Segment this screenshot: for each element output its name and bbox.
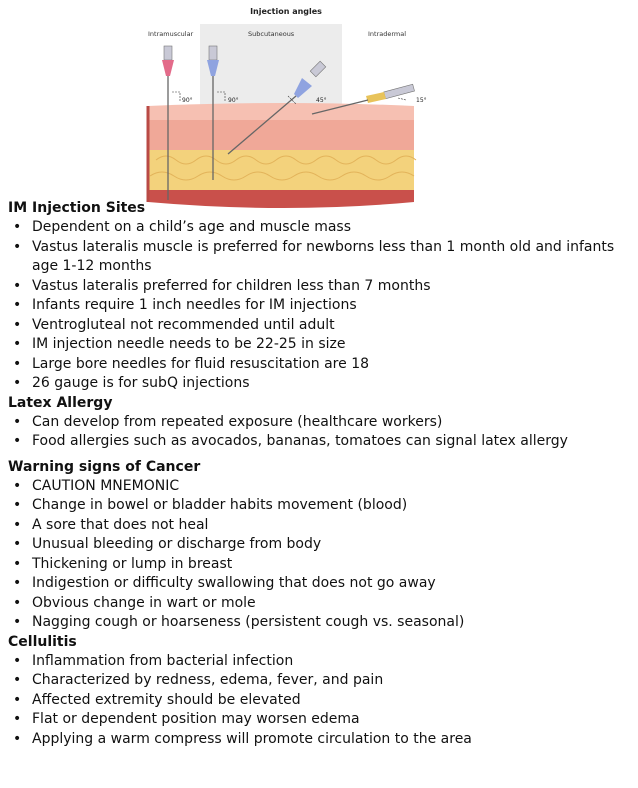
bullet-list — [8, 413, 634, 452]
intramuscular-label: Intramuscular — [148, 30, 194, 38]
list-item: • Inflammation from bacterial infection — [8, 652, 634, 672]
section-im-injection-sites — [8, 199, 634, 394]
angle-label-subq-45: 45° — [316, 97, 327, 104]
list-item: • Thickening or lump in breast — [8, 555, 634, 575]
intradermal-label: Intradermal — [368, 30, 407, 38]
section-heading: Latex Allergy — [8, 394, 113, 411]
bullet-list — [8, 652, 634, 750]
list-item: • Dependent on a child’s age and muscle mass — [8, 218, 634, 238]
list-item: • Ventrogluteal not recommended until adult — [8, 316, 634, 336]
angle-label-subq-90: 90° — [228, 97, 239, 104]
section-heading: Cellulitis — [8, 633, 77, 650]
list-item: • Infants require 1 inch needles for IM injections — [8, 296, 634, 316]
section-cellulitis — [8, 633, 634, 750]
list-item: • Change in bowel or bladder habits movement (blood) — [8, 496, 634, 516]
list-item: • Characterized by redness, edema, fever, and pain — [8, 671, 634, 691]
injection-angles-figure — [136, 0, 436, 212]
section-heading: IM Injection Sites — [8, 200, 146, 216]
list-item: • Can develop from repeated exposure (healthcare workers) — [8, 413, 634, 433]
angle-label-im: 90° — [182, 97, 193, 104]
list-item: • Vastus lateralis muscle is preferred for newborns less than 1 month old and infants age 1-12 months — [8, 238, 634, 277]
notes-content — [8, 199, 634, 749]
subcutaneous-label: Subcutaneous — [248, 30, 295, 38]
list-item: • 26 gauge is for subQ injections — [8, 374, 634, 394]
fat-layer — [148, 150, 414, 190]
list-item: • Indigestion or difficulty swallowing that does not go away — [8, 574, 634, 594]
list-item: • A sore that does not heal — [8, 516, 634, 536]
list-item: • Large bore needles for fluid resuscitation are 18 — [8, 355, 634, 375]
list-item: • IM injection needle needs to be 22-25 in size — [8, 335, 634, 355]
list-item: • CAUTION MNEMONIC — [8, 477, 634, 497]
dermis-layer — [148, 120, 414, 150]
section-warning-signs-of-cancer — [8, 458, 634, 633]
list-item: • Obvious change in wart or mole — [8, 594, 634, 614]
bullet-list — [8, 477, 634, 633]
list-item: • Nagging cough or hoarseness (persistent cough vs. seasonal) — [8, 613, 634, 633]
list-item: • Flat or dependent position may worsen edema — [8, 710, 634, 730]
angle-label-id: 15° — [416, 97, 427, 104]
figure-title: Injection angles — [250, 7, 322, 16]
epidermis-layer — [148, 103, 414, 120]
list-item: • Affected extremity should be elevated — [8, 691, 634, 711]
section-latex-allergy — [8, 394, 634, 452]
bullet-list — [8, 218, 634, 394]
section-heading: Warning signs of Cancer — [8, 458, 201, 475]
list-item: • Unusual bleeding or discharge from body — [8, 535, 634, 555]
list-item: • Food allergies such as avocados, bananas, tomatoes can signal latex allergy — [8, 432, 634, 452]
list-item: • Applying a warm compress will promote circulation to the area — [8, 730, 634, 750]
list-item: • Vastus lateralis preferred for children less than 7 months — [8, 277, 634, 297]
